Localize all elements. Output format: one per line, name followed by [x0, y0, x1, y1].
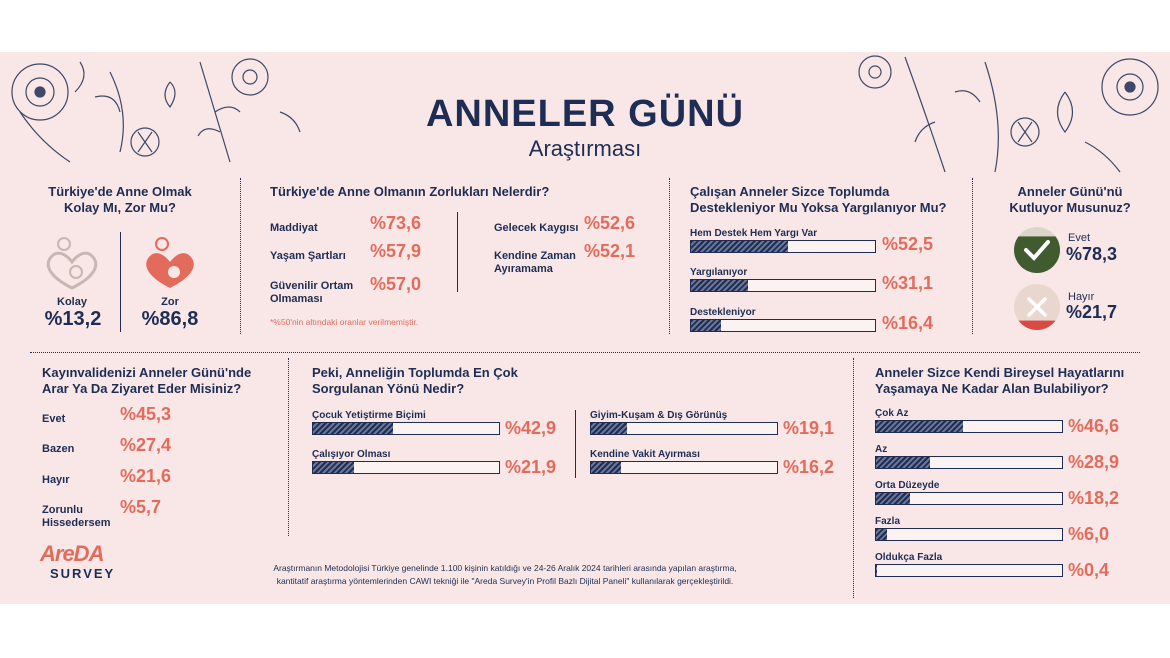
s5-value-2: %21,6 [120, 466, 172, 486]
s2-label-3: Gelecek Kaygısı [494, 222, 579, 234]
s7-label-4: Oldukça Fazla [875, 552, 943, 563]
s2-value-3: %52,6 [584, 213, 636, 233]
bar-fill [691, 280, 748, 291]
s6-heading: Peki, Anneliğin Toplumda En Çok Sorgulanan Yönü Nedir? [312, 365, 518, 396]
s7-value-2: %18,2 [1068, 488, 1120, 508]
s2-value-1: %57,9 [370, 241, 422, 261]
s5-label-2: Hayır [42, 474, 70, 486]
page-subtitle: Araştırması [528, 136, 642, 161]
s6-label-3: Kendine Vakit Ayırması [590, 449, 700, 460]
mother-child-filled-icon [140, 236, 200, 294]
bar-fill [313, 462, 354, 473]
s5-heading: Kayınvalidenizi Anneler Günü'nde Arar Ya Da Ziyaret Eder Misiniz? [42, 365, 252, 396]
s3-value-2: %16,4 [882, 313, 934, 333]
mother-child-outline-icon [42, 236, 102, 294]
s3-label-1: Yargılanıyor [690, 267, 748, 278]
s7-bar-2 [875, 492, 1063, 505]
s1-value-kolay: %13,2 [44, 308, 102, 330]
s3-heading: Çalışan Anneler Sizce Toplumda Destekleniyor Mu Yoksa Yargılanıyor Mu? [690, 184, 947, 215]
s7-label-2: Orta Düzeyde [875, 480, 940, 491]
methodology-line-2: kantitatif araştırma yöntemlerinden CAWI tekniği ile "Areda Survey'in Profil Bazlı Dijital Paneli" kullanılarak gerçekleştirildi. [276, 576, 734, 586]
s5-value-0: %45,3 [120, 404, 172, 424]
s2-heading: Türkiye'de Anne Olmanın Zorlukları Nelerdir? [270, 184, 550, 199]
s6-bar-2 [590, 422, 778, 435]
s7-bar-4 [875, 564, 1063, 577]
bar-fill [313, 423, 393, 434]
s4-label-evet: Evet [1068, 232, 1091, 244]
s2-label-1: Yaşam Şartları [270, 250, 346, 262]
s3-label-0: Hem Destek Hem Yargı Var [690, 228, 818, 239]
infographic-card [0, 52, 1170, 604]
s6-value-3: %16,2 [783, 457, 835, 477]
s6-value-2: %19,1 [783, 418, 835, 438]
bar-fill [876, 493, 910, 504]
areda-logo [40, 542, 115, 581]
s6-bar-0 [312, 422, 500, 435]
s5-label-0: Evet [42, 413, 66, 425]
s3-value-0: %52,5 [882, 234, 934, 254]
bar-fill [591, 423, 627, 434]
s2-value-4: %52,1 [584, 241, 636, 261]
s6-label-1: Çalışıyor Olması [312, 449, 391, 460]
s5-label-1: Bazen [42, 443, 75, 455]
bar-fill [691, 241, 788, 252]
s7-label-3: Fazla [875, 516, 901, 527]
methodology-line-1: Araştırmanın Metodolojisi Türkiye genelinde 1.100 kişinin katıldığı ve 24-26 Aralık 2024 tarihleri arasında yapılan araştırma, [273, 563, 737, 573]
s7-label-1: Az [875, 444, 888, 455]
s6-value-0: %42,9 [505, 418, 557, 438]
s6-bar-1 [312, 461, 500, 474]
bar-fill [876, 421, 963, 432]
s7-value-0: %46,6 [1068, 416, 1120, 436]
s7-bar-1 [875, 456, 1063, 469]
s5-label-3: Zorunlu Hissedersem [42, 504, 111, 529]
s2-label-4: Kendine Zaman Ayıramama [494, 250, 576, 275]
s3-bar-0 [690, 240, 876, 253]
bar-fill [876, 457, 930, 468]
bar-fill [876, 529, 887, 540]
s1-heading: Türkiye'de Anne Olmak Kolay Mı, Zor Mu? [48, 184, 192, 215]
s2-label-2: Güvenilir Ortam Olmaması [270, 280, 354, 305]
s6-label-2: Giyim-Kuşam & Dış Görünüş [590, 410, 728, 421]
page-title: ANNELER GÜNÜ [425, 93, 745, 135]
s2-label-0: Maddiyat [270, 222, 318, 234]
s3-bar-1 [690, 279, 876, 292]
s7-value-1: %28,9 [1068, 452, 1120, 472]
s3-bar-2 [690, 319, 876, 332]
s2-value-2: %57,0 [370, 274, 422, 294]
s2-note: *%50'nin altındaki oranlar verilmemiştir. [270, 317, 419, 327]
s7-bar-0 [875, 420, 1063, 433]
s1-value-zor: %86,8 [141, 308, 199, 330]
s7-value-3: %6,0 [1068, 524, 1110, 544]
s3-value-1: %31,1 [882, 273, 934, 293]
s1-label-zor: Zor [161, 296, 179, 308]
check-icon [1013, 226, 1061, 274]
s7-heading: Anneler Sizce Kendi Bireysel Hayatlarını Yaşamaya Ne Kadar Alan Bulabiliyor? [875, 365, 1125, 396]
s5-value-3: %5,7 [120, 497, 162, 517]
logo-top-text: AreDA [40, 541, 104, 566]
logo-bottom-text: SURVEY [50, 566, 116, 581]
s7-bar-3 [875, 528, 1063, 541]
s1-label-kolay: Kolay [57, 296, 87, 308]
s3-label-2: Destekleniyor [690, 307, 756, 318]
s7-label-0: Çok Az [875, 408, 909, 419]
s6-label-0: Çocuk Yetiştirme Biçimi [312, 410, 426, 421]
s4-heading: Anneler Günü'nü Kutluyor Musunuz? [1009, 184, 1131, 215]
s2-value-0: %73,6 [370, 213, 422, 233]
bar-fill [876, 565, 877, 576]
s6-bar-3 [590, 461, 778, 474]
s4-value-evet: %78,3 [1066, 244, 1118, 264]
s6-value-1: %21,9 [505, 457, 557, 477]
cross-icon [1013, 283, 1061, 331]
bar-fill [591, 462, 621, 473]
s5-value-1: %27,4 [120, 435, 172, 455]
bar-fill [691, 320, 721, 331]
s4-value-hayir: %21,7 [1066, 302, 1118, 322]
s4-label-hayir: Hayır [1068, 291, 1095, 303]
s7-value-4: %0,4 [1068, 560, 1110, 580]
